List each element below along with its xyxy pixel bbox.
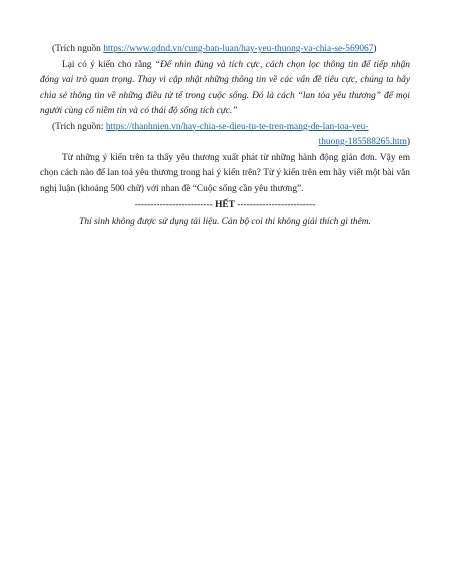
source-1-suffix: ) [373, 44, 377, 54]
end-label: HẾT [215, 200, 235, 210]
opinion-paragraph-2 [40, 58, 410, 120]
source-2-link-part-1[interactable]: https://thanhnien.vn/hay-chia-se-dieu-tu-te-tren-mang-de-lan-toa-yeu- [105, 121, 369, 132]
source-1-prefix: (Trích nguồn [52, 44, 104, 54]
source-2-suffix: ) [406, 137, 410, 147]
footer-note: Thí sinh không được sử dụng tài liệu. Cán bộ coi thi không giải thích gì thêm. [79, 216, 371, 227]
source-citation-2 [40, 120, 410, 136]
source-citation-1 [40, 42, 410, 58]
source-1-link[interactable]: https://www.qdnd.vn/cung-ban-luan/hay-yeu-thuong-va-chia-se-569067 [103, 44, 374, 54]
source-2-prefix: (Trích nguồn: [52, 121, 106, 132]
opinion-2-quote: “Để nhìn đúng và tích cực, cách chọn lọc thông tin để tiếp nhận đóng vai trò quan trọng. Thay vì cập nhật những thông tin về các vấn đề tiêu cực, chúng ta hãy chia sẻ thông tin về những điều tử tế trong cuộc sống. Đó là cách “lan tỏa yêu thương” để mọi người cùng cố niềm tin và có thái độ sống tích cực.” [40, 59, 410, 116]
opinion-2-intro: Lại có ý kiến cho rằng [62, 59, 155, 70]
end-left-dashes: ------------------------- [134, 200, 213, 210]
end-marker [40, 198, 410, 214]
document-body [40, 42, 410, 230]
end-right-dashes: ------------------------- [237, 200, 316, 210]
source-citation-2-continued [40, 135, 410, 151]
source-2-link-part-2[interactable]: thuong-185588265.htm [318, 137, 407, 147]
essay-prompt: Từ những ý kiến trên ta thấy yêu thương xuất phát từ những hành động giản đơn. Vậy em chọn cách nào để lan toả yêu thương trong hai ý kiến trên? Từ ý kiến trên em hãy viết một bài văn nghị luận (khoảng 500 chữ) với nhan đề “Cuộc sống cần yêu thương”. [40, 152, 410, 194]
